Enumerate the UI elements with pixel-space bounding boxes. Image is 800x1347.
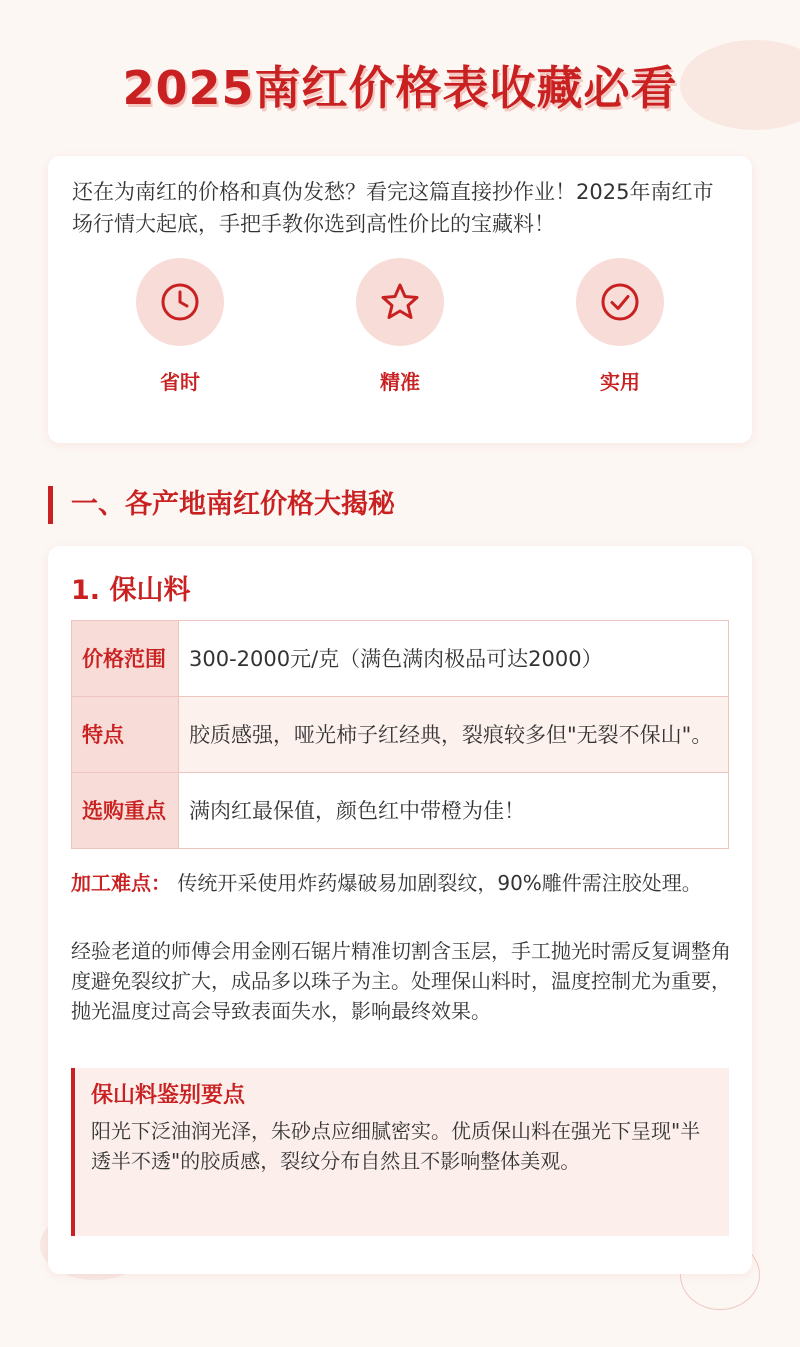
tip-text: 阳光下泛油润光泽，朱砂点应细腻密实。优质保山料在强光下呈现"半透半不透"的胶质感，裂纹分布自然且不影响整体美观。 [91, 1119, 701, 1173]
tip-title: 保山料鉴别要点 [91, 1083, 246, 1108]
table-key: 特点 [72, 697, 179, 773]
tip-box [71, 1068, 729, 1236]
feature-label: 实用 [600, 370, 640, 394]
detail-card [48, 546, 752, 1274]
feature-label: 精准 [380, 370, 420, 394]
page-title: 2025南红价格表收藏必看 [122, 61, 678, 115]
table-value: 胶质感强，哑光柿子红经典，裂痕较多但"无裂不保山"。 [179, 697, 729, 773]
feature-item [340, 258, 460, 395]
table-value: 满肉红最保值，颜色红中带橙为佳！ [179, 773, 729, 849]
difficulty-label: 加工难点： [71, 871, 171, 895]
star-icon [356, 258, 444, 346]
feature-label: 省时 [160, 370, 200, 394]
table-key: 选购重点 [72, 773, 179, 849]
price-table [71, 620, 729, 849]
table-key: 价格范围 [72, 621, 179, 697]
subsection-title: 1. 保山料 [71, 575, 191, 606]
body-paragraph: 经验老道的师傅会用金刚石锯片精准切割含玉层，手工抛光时需反复调整角度避免裂纹扩大，成品多以珠子为主。处理保山料时，温度控制尤为重要，抛光温度过高会导致表面失水，影响最终效果。 [71, 939, 731, 1023]
section-heading: 一、各产地南红价格大揭秘 [48, 486, 395, 524]
table-row [72, 697, 729, 773]
intro-text: 还在为南红的价格和真伪发愁？看完这篇直接抄作业！2025年南红市场行情大起底，手把手教你选到高性价比的宝藏料！ [72, 180, 714, 236]
table-value: 300-2000元/克（满色满肉极品可达2000） [179, 621, 729, 697]
difficulty-text: 传统开采使用炸药爆破易加剧裂纹，90%雕件需注胶处理。 [177, 871, 702, 895]
feature-list [48, 258, 752, 398]
table-row [72, 621, 729, 697]
clock-icon [136, 258, 224, 346]
feature-item [560, 258, 680, 395]
processing-difficulty [71, 868, 731, 898]
intro-card [48, 156, 752, 443]
table-row [72, 773, 729, 849]
feature-item [120, 258, 240, 395]
check-circle-icon [576, 258, 664, 346]
